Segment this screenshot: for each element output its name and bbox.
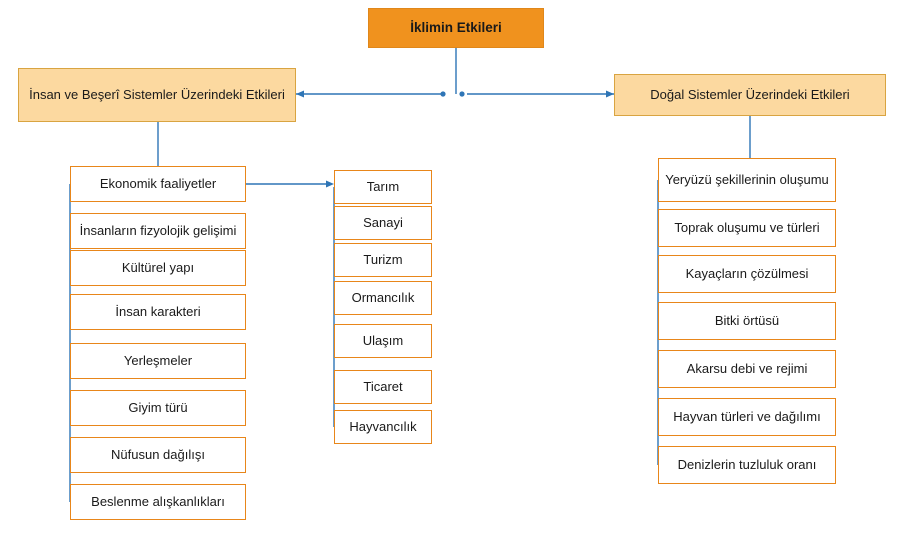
leaf-node-animal-species-distribution[interactable]: Hayvan türleri ve dağılımı: [658, 398, 836, 436]
leaf-node-transportation[interactable]: Ulaşım: [334, 324, 432, 358]
leaf-node-industry[interactable]: Sanayi: [334, 206, 432, 240]
leaf-node-clothing-type[interactable]: Giyim türü: [70, 390, 246, 426]
leaf-node-human-character[interactable]: İnsan karakteri: [70, 294, 246, 330]
branch-node-human-systems[interactable]: İnsan ve Beşerî Sistemler Üzerindeki Etkileri: [18, 68, 296, 122]
leaf-node-rock-weathering[interactable]: Kayaçların çözülmesi: [658, 255, 836, 293]
leaf-node-vegetation[interactable]: Bitki örtüsü: [658, 302, 836, 340]
leaf-node-tourism[interactable]: Turizm: [334, 243, 432, 277]
leaf-node-eating-habits[interactable]: Beslenme alışkanlıkları: [70, 484, 246, 520]
leaf-node-sea-salinity[interactable]: Denizlerin tuzluluk oranı: [658, 446, 836, 484]
leaf-node-river-discharge-regime[interactable]: Akarsu debi ve rejimi: [658, 350, 836, 388]
leaf-node-livestock[interactable]: Hayvancılık: [334, 410, 432, 444]
leaf-node-population-distribution[interactable]: Nüfusun dağılışı: [70, 437, 246, 473]
leaf-node-economic-activities[interactable]: Ekonomik faaliyetler: [70, 166, 246, 202]
leaf-node-agriculture[interactable]: Tarım: [334, 170, 432, 204]
branch-node-natural-systems[interactable]: Doğal Sistemler Üzerindeki Etkileri: [614, 74, 886, 116]
root-node[interactable]: İklimin Etkileri: [368, 8, 544, 48]
leaf-node-physiological-development[interactable]: İnsanların fizyolojik gelişimi: [70, 213, 246, 249]
leaf-node-cultural-structure[interactable]: Kültürel yapı: [70, 250, 246, 286]
leaf-node-trade[interactable]: Ticaret: [334, 370, 432, 404]
leaf-node-landform-formation[interactable]: Yeryüzü şekillerinin oluşumu: [658, 158, 836, 202]
leaf-node-settlements[interactable]: Yerleşmeler: [70, 343, 246, 379]
leaf-node-forestry[interactable]: Ormancılık: [334, 281, 432, 315]
leaf-node-soil-formation[interactable]: Toprak oluşumu ve türleri: [658, 209, 836, 247]
